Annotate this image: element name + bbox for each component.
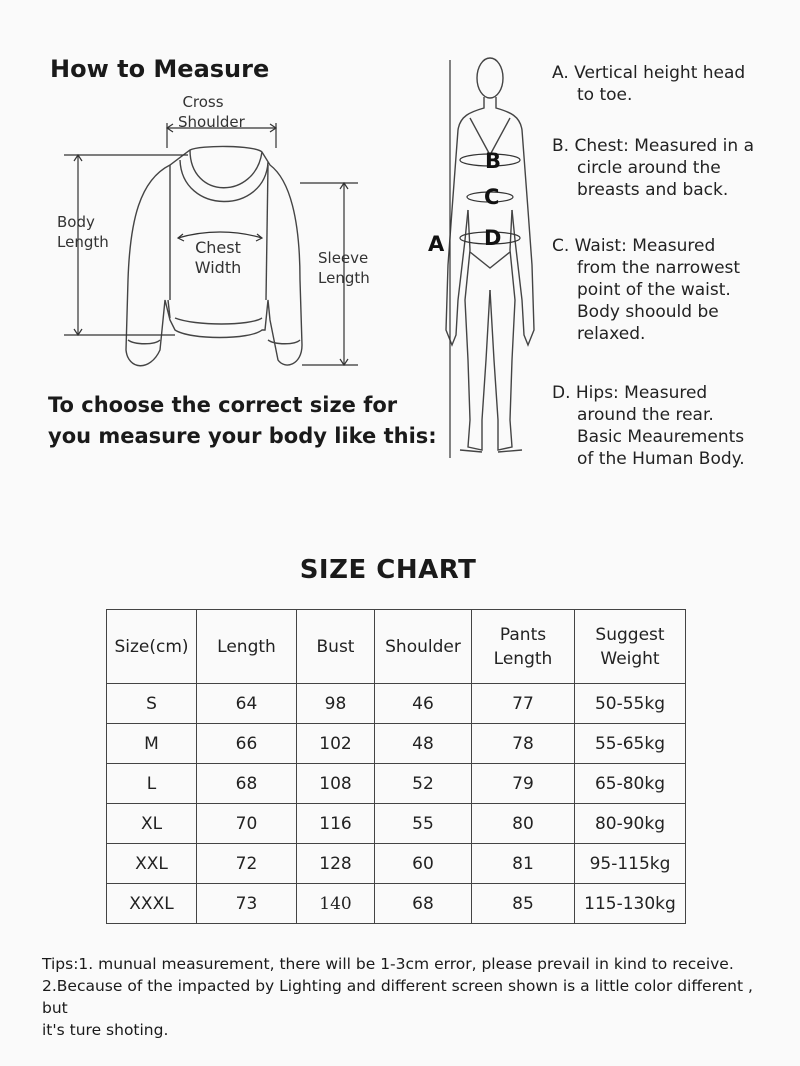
sleeve-length-line1: Sleeve — [318, 249, 369, 267]
desc-c-line5: relaxed. — [577, 324, 646, 344]
shoulder-cell: 52 — [375, 764, 472, 804]
tips-line3: it's ture shoting. — [42, 1021, 169, 1039]
tips-line1: Tips:1. munual measurement, there will be 1-3cm error, please prevail in kind to receive. — [42, 955, 734, 973]
choose-size-instruction — [48, 390, 437, 452]
pants-length-cell: 78 — [472, 724, 575, 764]
choose-line2: you measure your body like this: — [48, 424, 437, 448]
header-size-text: Size(cm) — [114, 636, 189, 657]
size-chart-header-row — [107, 610, 686, 684]
bust-cell: 102 — [297, 724, 375, 764]
description-a — [552, 62, 792, 106]
header-weight-line2: Weight — [600, 648, 660, 669]
bust-cell: 98 — [297, 684, 375, 724]
desc-c-line3: point of the waist. — [577, 280, 731, 300]
chest-width-label — [188, 238, 248, 278]
desc-c-line1: C. Waist: Measured — [552, 236, 716, 256]
size-cell: XXL — [107, 844, 197, 884]
pants-length-cell: 85 — [472, 884, 575, 924]
header-weight-line1: Suggest — [595, 624, 665, 645]
size-chart-table — [106, 609, 686, 924]
choose-line1: To choose the correct size for — [48, 393, 398, 417]
desc-b-line2: circle around the — [577, 158, 721, 178]
header-length — [197, 610, 297, 684]
tips-line2: 2.Because of the impacted by Lighting and different screen shown is a little color different , but — [42, 977, 753, 1017]
cross-shoulder-line1: Cross — [182, 93, 224, 111]
bust-cell: 128 — [297, 844, 375, 884]
header-bust-text: Bust — [316, 636, 355, 657]
table-row — [107, 684, 686, 724]
weight-cell: 115-130kg — [575, 884, 686, 924]
shoulder-cell: 48 — [375, 724, 472, 764]
length-cell: 66 — [197, 724, 297, 764]
tips-note — [42, 953, 782, 1041]
chest-width-line2: Width — [194, 258, 242, 277]
length-cell: 64 — [197, 684, 297, 724]
bust-cell: 140 — [297, 884, 375, 924]
how-to-measure-title: How to Measure — [50, 55, 270, 83]
desc-b-line1: B. Chest: Measured in a — [552, 136, 754, 156]
human-figure-drawing — [446, 58, 534, 452]
pants-length-cell: 81 — [472, 844, 575, 884]
size-chart-title: SIZE CHART — [299, 555, 477, 585]
header-pants-length — [472, 610, 575, 684]
desc-b-line3: breasts and back. — [577, 180, 729, 200]
weight-cell: 55-65kg — [575, 724, 686, 764]
letter-b: B — [485, 149, 502, 173]
chest-width-line1: Chest — [195, 238, 241, 257]
table-row — [107, 844, 686, 884]
desc-d-line1: D. Hips: Measured — [552, 383, 708, 403]
letter-d: D — [484, 226, 502, 250]
header-length-text: Length — [217, 636, 276, 657]
header-size — [107, 610, 197, 684]
size-cell: M — [107, 724, 197, 764]
shoulder-cell: 55 — [375, 804, 472, 844]
description-d — [552, 382, 792, 470]
table-row — [107, 804, 686, 844]
desc-d-line2: around the rear. — [577, 405, 714, 425]
shoulder-cell: 60 — [375, 844, 472, 884]
size-cell: XL — [107, 804, 197, 844]
cross-shoulder-line2: Shoulder — [178, 113, 245, 131]
header-pants-line1: Pants — [499, 624, 547, 645]
desc-c-line2: from the narrowest — [577, 258, 741, 278]
bust-cell: 116 — [297, 804, 375, 844]
table-row — [107, 884, 686, 924]
header-bust — [297, 610, 375, 684]
desc-a-line2: to toe. — [577, 85, 633, 105]
size-cell: S — [107, 684, 197, 724]
header-shoulder-text: Shoulder — [385, 636, 461, 657]
desc-a-line1: A. Vertical height head — [552, 63, 746, 83]
shoulder-cell: 68 — [375, 884, 472, 924]
sleeve-length-line2: Length — [318, 269, 370, 287]
length-cell: 73 — [197, 884, 297, 924]
weight-cell: 50-55kg — [575, 684, 686, 724]
sleeve-length-label — [318, 248, 370, 288]
weight-cell: 65-80kg — [575, 764, 686, 804]
size-cell: XXXL — [107, 884, 197, 924]
body-length-line2: Length — [57, 233, 109, 251]
weight-cell: 80-90kg — [575, 804, 686, 844]
table-row — [107, 764, 686, 804]
body-length-label — [57, 212, 109, 252]
letter-c: C — [484, 185, 500, 209]
desc-d-line3: Basic Meaurements — [577, 427, 745, 447]
pants-length-cell: 79 — [472, 764, 575, 804]
desc-c-line4: Body shoould be — [577, 302, 719, 322]
description-b — [552, 135, 792, 201]
length-cell: 72 — [197, 844, 297, 884]
length-cell: 70 — [197, 804, 297, 844]
pants-length-cell: 80 — [472, 804, 575, 844]
header-shoulder — [375, 610, 472, 684]
weight-cell: 95-115kg — [575, 844, 686, 884]
bust-cell: 108 — [297, 764, 375, 804]
body-length-line1: Body — [57, 213, 95, 231]
table-row — [107, 724, 686, 764]
description-c — [552, 235, 792, 345]
pants-length-cell: 77 — [472, 684, 575, 724]
desc-d-line4: of the Human Body. — [577, 449, 745, 469]
header-suggest-weight — [575, 610, 686, 684]
size-cell: L — [107, 764, 197, 804]
header-pants-line2: Length — [493, 648, 553, 669]
shoulder-cell: 46 — [375, 684, 472, 724]
cross-shoulder-label — [178, 92, 245, 132]
length-cell: 68 — [197, 764, 297, 804]
letter-a: A — [428, 232, 445, 256]
